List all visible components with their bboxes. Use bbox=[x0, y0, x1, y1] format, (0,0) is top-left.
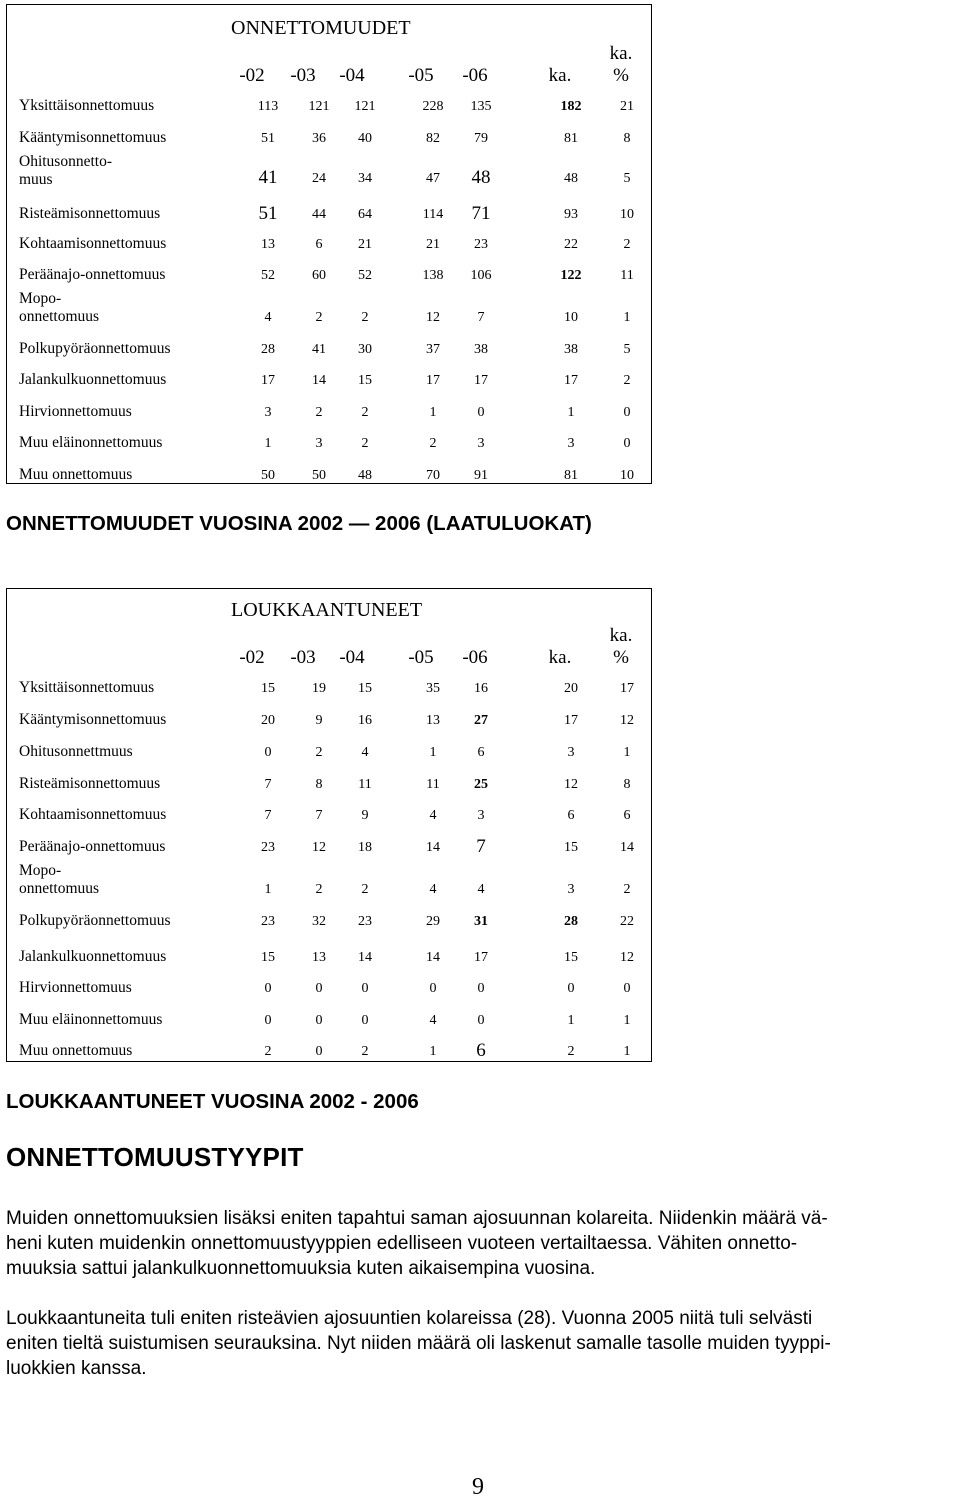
table-cell: 0 bbox=[623, 405, 631, 420]
row-label: Hirvionnettomuus bbox=[19, 979, 132, 996]
table-cell: 13 bbox=[261, 237, 275, 252]
table-cell: 2 bbox=[264, 1044, 272, 1059]
row-label: Peräänajo-onnettomuus bbox=[19, 838, 166, 855]
table-cell: 48 bbox=[471, 167, 491, 188]
table-cell: 0 bbox=[315, 981, 323, 996]
row-label: Muu onnettomuus bbox=[19, 466, 133, 483]
table-cell: 15 bbox=[261, 681, 275, 696]
table-cell: 21 bbox=[426, 237, 440, 252]
table-cell: 8 bbox=[623, 777, 631, 792]
table-cell: 0 bbox=[264, 1013, 272, 1028]
table-cell: 2 bbox=[623, 373, 631, 388]
table-cell: 41 bbox=[312, 342, 326, 357]
table-cell: 31 bbox=[474, 914, 488, 929]
table-cell: 48 bbox=[564, 171, 578, 186]
column-header: -04 bbox=[339, 65, 365, 86]
table-cell: 3 bbox=[477, 808, 485, 823]
table-cell: 7 bbox=[264, 777, 272, 792]
table-cell: 2 bbox=[623, 237, 631, 252]
row-label: onnettomuus bbox=[19, 880, 100, 897]
table-cell: 27 bbox=[474, 713, 488, 728]
paragraph-line: luokkien kanssa. bbox=[6, 1358, 147, 1379]
table-cell: 41 bbox=[258, 167, 278, 188]
table-cell: 79 bbox=[474, 131, 488, 146]
table-cell: 82 bbox=[426, 131, 440, 146]
row-label: Mopo- bbox=[19, 290, 62, 307]
table-cell: 23 bbox=[261, 914, 275, 929]
table-cell: 3 bbox=[477, 436, 485, 451]
table-cell: 5 bbox=[623, 171, 631, 186]
table-cell: 14 bbox=[426, 840, 440, 855]
accidents-table bbox=[6, 4, 652, 484]
table-cell: 0 bbox=[264, 745, 272, 760]
table-cell: 15 bbox=[564, 950, 578, 965]
column-header: -02 bbox=[239, 647, 265, 668]
table-cell: 25 bbox=[474, 777, 488, 792]
table-cell: 13 bbox=[312, 950, 326, 965]
paragraph-line: eniten tieltä suistumisen seurauksina. Nyt niiden määrä oli laskenut samalle tasolle muiden tyyppi- bbox=[6, 1333, 831, 1354]
row-label: Kääntymisonnettomuus bbox=[19, 129, 167, 146]
table-cell: 10 bbox=[564, 310, 578, 325]
table-cell: 17 bbox=[261, 373, 275, 388]
table-cell: 1 bbox=[623, 745, 631, 760]
table-cell: 2 bbox=[361, 310, 369, 325]
table-cell: 2 bbox=[429, 436, 437, 451]
table-cell: 0 bbox=[429, 981, 437, 996]
table-cell: 2 bbox=[361, 882, 369, 897]
row-label: Jalankulkuonnettomuus bbox=[19, 371, 167, 388]
table-cell: 0 bbox=[315, 1044, 323, 1059]
table-title: ONNETTOMUUDET bbox=[231, 17, 411, 39]
table-cell: 22 bbox=[620, 914, 634, 929]
table-cell: 0 bbox=[567, 981, 575, 996]
table-caption: ONNETTOMUUDET VUOSINA 2002 — 2006 (LAATULUOKAT) bbox=[6, 512, 592, 535]
row-label: Muu eläinonnettomuus bbox=[19, 434, 163, 451]
row-label: Ohitusonnetto- bbox=[19, 153, 112, 170]
row-label: Yksittäisonnettomuus bbox=[19, 679, 155, 696]
injured-table bbox=[6, 588, 652, 1062]
table-cell: 0 bbox=[477, 981, 485, 996]
table-cell: 182 bbox=[560, 99, 582, 114]
table-cell: 1 bbox=[567, 1013, 575, 1028]
table-cell: 1 bbox=[429, 745, 437, 760]
table-cell: 37 bbox=[426, 342, 440, 357]
table-cell: 47 bbox=[426, 171, 440, 186]
table-cell: 228 bbox=[422, 99, 444, 114]
table-cell: 4 bbox=[429, 1013, 437, 1028]
table-cell: 0 bbox=[361, 1013, 369, 1028]
table-cell: 17 bbox=[474, 373, 488, 388]
table-cell: 29 bbox=[426, 914, 440, 929]
row-label: Jalankulkuonnettomuus bbox=[19, 948, 167, 965]
table-cell: 11 bbox=[620, 268, 634, 283]
table-cell: 15 bbox=[564, 840, 578, 855]
table-cell: 5 bbox=[623, 342, 631, 357]
table-cell: 6 bbox=[623, 808, 631, 823]
table-cell: 14 bbox=[426, 950, 440, 965]
row-label: Hirvionnettomuus bbox=[19, 403, 132, 420]
table-cell: 0 bbox=[315, 1013, 323, 1028]
table-cell: 40 bbox=[358, 131, 372, 146]
table-cell: 17 bbox=[426, 373, 440, 388]
table-caption: LOUKKAANTUNEET VUOSINA 2002 - 2006 bbox=[6, 1090, 419, 1113]
table-cell: 51 bbox=[261, 131, 275, 146]
table-cell: 14 bbox=[312, 373, 326, 388]
table-cell: 81 bbox=[564, 468, 578, 483]
table-cell: 12 bbox=[426, 310, 440, 325]
table-cell: 51 bbox=[258, 203, 278, 224]
table-cell: 4 bbox=[477, 882, 485, 897]
column-header: -05 bbox=[408, 647, 434, 668]
table-cell: 23 bbox=[474, 237, 488, 252]
table-cell: 2 bbox=[567, 1044, 575, 1059]
table-cell: 106 bbox=[470, 268, 492, 283]
table-cell: 11 bbox=[426, 777, 440, 792]
table-cell: 15 bbox=[358, 681, 372, 696]
row-label: onnettomuus bbox=[19, 308, 100, 325]
table-cell: 4 bbox=[264, 310, 272, 325]
row-label: Kohtaamisonnettomuus bbox=[19, 235, 167, 252]
row-label: Risteämisonnettomuus bbox=[19, 205, 161, 222]
column-header: -05 bbox=[408, 65, 434, 86]
table-cell: 7 bbox=[476, 836, 486, 857]
table-cell: 121 bbox=[308, 99, 330, 114]
table-cell: 10 bbox=[620, 468, 634, 483]
table-cell: 138 bbox=[422, 268, 444, 283]
table-cell: 3 bbox=[567, 882, 575, 897]
table-cell: 19 bbox=[312, 681, 326, 696]
row-label: Muu eläinonnettomuus bbox=[19, 1011, 163, 1028]
table-cell: 14 bbox=[620, 840, 634, 855]
table-cell: 21 bbox=[358, 237, 372, 252]
table-cell: 64 bbox=[358, 207, 372, 222]
table-cell: 8 bbox=[623, 131, 631, 146]
table-cell: 20 bbox=[261, 713, 275, 728]
table-cell: 38 bbox=[564, 342, 578, 357]
paragraph-line: Muiden onnettomuuksien lisäksi eniten tapahtui saman ajosuunnan kolareita. Niidenkin määrä vä- bbox=[6, 1208, 828, 1229]
row-label: Kääntymisonnettomuus bbox=[19, 711, 167, 728]
section-heading: ONNETTOMUUSTYYPIT bbox=[6, 1142, 304, 1172]
row-label: Mopo- bbox=[19, 862, 62, 879]
table-cell: 32 bbox=[312, 914, 326, 929]
column-header: -06 bbox=[462, 647, 488, 668]
table-cell: 7 bbox=[477, 310, 485, 325]
table-cell: 24 bbox=[312, 171, 326, 186]
table-cell: 2 bbox=[315, 405, 323, 420]
table-cell: 12 bbox=[620, 950, 634, 965]
table-cell: 23 bbox=[358, 914, 372, 929]
table-cell: 1 bbox=[623, 1013, 631, 1028]
column-header: ka. bbox=[548, 65, 572, 86]
table-cell: 20 bbox=[564, 681, 578, 696]
table-cell: 2 bbox=[361, 1044, 369, 1059]
table-cell: 15 bbox=[261, 950, 275, 965]
table-cell: 121 bbox=[354, 99, 376, 114]
table-cell: 2 bbox=[315, 310, 323, 325]
paragraph bbox=[6, 1206, 946, 1281]
table-cell: 1 bbox=[623, 310, 631, 325]
column-header: -06 bbox=[462, 65, 488, 86]
table-cell: 17 bbox=[620, 681, 634, 696]
table-cell: 36 bbox=[312, 131, 326, 146]
row-label: Ohitusonnettmuus bbox=[19, 743, 133, 760]
table-cell: 0 bbox=[477, 1013, 485, 1028]
row-label: muus bbox=[19, 171, 53, 188]
table-cell: 17 bbox=[564, 373, 578, 388]
table-cell: 0 bbox=[264, 981, 272, 996]
table-cell: 7 bbox=[264, 808, 272, 823]
table-cell: 9 bbox=[315, 713, 323, 728]
table-cell: 2 bbox=[315, 882, 323, 897]
table-cell: 35 bbox=[426, 681, 440, 696]
table-cell: 34 bbox=[358, 171, 372, 186]
table-cell: 14 bbox=[358, 950, 372, 965]
table-cell: 13 bbox=[426, 713, 440, 728]
table-cell: 52 bbox=[358, 268, 372, 283]
table-cell: 1 bbox=[264, 882, 272, 897]
table-cell: 4 bbox=[429, 808, 437, 823]
column-header-percent: ka. % bbox=[609, 43, 633, 86]
table-cell: 1 bbox=[567, 405, 575, 420]
column-header-percent: ka. % bbox=[609, 625, 633, 668]
table-cell: 6 bbox=[476, 1040, 486, 1061]
table-cell: 52 bbox=[261, 268, 275, 283]
paragraph bbox=[6, 1306, 946, 1381]
row-label: Kohtaamisonnettomuus bbox=[19, 806, 167, 823]
table-cell: 91 bbox=[474, 468, 488, 483]
table-cell: 48 bbox=[358, 468, 372, 483]
table-cell: 30 bbox=[358, 342, 372, 357]
table-cell: 10 bbox=[620, 207, 634, 222]
table-cell: 2 bbox=[315, 745, 323, 760]
table-cell: 38 bbox=[474, 342, 488, 357]
column-header: -03 bbox=[290, 65, 316, 86]
table-cell: 11 bbox=[358, 777, 372, 792]
table-cell: 1 bbox=[429, 1044, 437, 1059]
column-header: -02 bbox=[239, 65, 265, 86]
paragraph-line: Loukkaantuneita tuli eniten risteävien ajosuuntien kolareissa (28). Vuonna 2005 niitä tuli selvästi bbox=[6, 1308, 813, 1329]
row-label: Peräänajo-onnettomuus bbox=[19, 266, 166, 283]
table-cell: 8 bbox=[315, 777, 323, 792]
table-cell: 4 bbox=[429, 882, 437, 897]
column-header: ka. bbox=[548, 647, 572, 668]
table-cell: 3 bbox=[315, 436, 323, 451]
table-cell: 17 bbox=[474, 950, 488, 965]
table-cell: 44 bbox=[312, 207, 326, 222]
table-cell: 2 bbox=[361, 405, 369, 420]
table-cell: 0 bbox=[361, 981, 369, 996]
table-cell: 4 bbox=[361, 745, 369, 760]
table-cell: 122 bbox=[560, 268, 582, 283]
table-title: LOUKKAANTUNEET bbox=[231, 599, 423, 621]
table-cell: 6 bbox=[315, 237, 323, 252]
table-cell: 0 bbox=[623, 981, 631, 996]
table-cell: 1 bbox=[264, 436, 272, 451]
table-cell: 93 bbox=[564, 207, 578, 222]
table-cell: 12 bbox=[564, 777, 578, 792]
paragraph-line: muuksia sattui jalankulkuonnettomuuksia kuten aikaisempina vuosina. bbox=[6, 1258, 596, 1279]
row-label: Polkupyöräonnettomuus bbox=[19, 340, 171, 357]
column-header: -03 bbox=[290, 647, 316, 668]
table-cell: 71 bbox=[471, 203, 491, 224]
table-cell: 3 bbox=[567, 745, 575, 760]
table-cell: 12 bbox=[620, 713, 634, 728]
table-cell: 2 bbox=[361, 436, 369, 451]
table-cell: 18 bbox=[358, 840, 372, 855]
table-cell: 9 bbox=[361, 808, 369, 823]
table-cell: 16 bbox=[358, 713, 372, 728]
table-cell: 23 bbox=[261, 840, 275, 855]
page-number: 9 bbox=[472, 1474, 484, 1500]
table-cell: 28 bbox=[261, 342, 275, 357]
table-cell: 28 bbox=[564, 914, 578, 929]
row-label: Muu onnettomuus bbox=[19, 1042, 133, 1059]
column-header: -04 bbox=[339, 647, 365, 668]
paragraph-line: heni kuten muidenkin onnettomuustyyppien edelliseen vuoteen vertailtaessa. Vähiten onnetto- bbox=[6, 1233, 798, 1254]
row-label: Yksittäisonnettomuus bbox=[19, 97, 155, 114]
table-cell: 1 bbox=[623, 1044, 631, 1059]
table-cell: 16 bbox=[474, 681, 488, 696]
table-cell: 6 bbox=[477, 745, 485, 760]
table-cell: 50 bbox=[261, 468, 275, 483]
table-cell: 0 bbox=[623, 436, 631, 451]
table-cell: 22 bbox=[564, 237, 578, 252]
table-cell: 135 bbox=[470, 99, 492, 114]
table-cell: 6 bbox=[567, 808, 575, 823]
table-cell: 3 bbox=[264, 405, 272, 420]
table-cell: 60 bbox=[312, 268, 326, 283]
row-label: Polkupyöräonnettomuus bbox=[19, 912, 171, 929]
row-label: Risteämisonnettomuus bbox=[19, 775, 161, 792]
table-cell: 17 bbox=[564, 713, 578, 728]
table-cell: 3 bbox=[567, 436, 575, 451]
table-cell: 15 bbox=[358, 373, 372, 388]
table-cell: 114 bbox=[422, 207, 444, 222]
table-cell: 81 bbox=[564, 131, 578, 146]
table-cell: 0 bbox=[477, 405, 485, 420]
table-cell: 70 bbox=[426, 468, 440, 483]
table-cell: 12 bbox=[312, 840, 326, 855]
table-cell: 113 bbox=[257, 99, 279, 114]
table-cell: 50 bbox=[312, 468, 326, 483]
table-cell: 1 bbox=[429, 405, 437, 420]
table-cell: 21 bbox=[620, 99, 634, 114]
table-cell: 2 bbox=[623, 882, 631, 897]
table-cell: 7 bbox=[315, 808, 323, 823]
